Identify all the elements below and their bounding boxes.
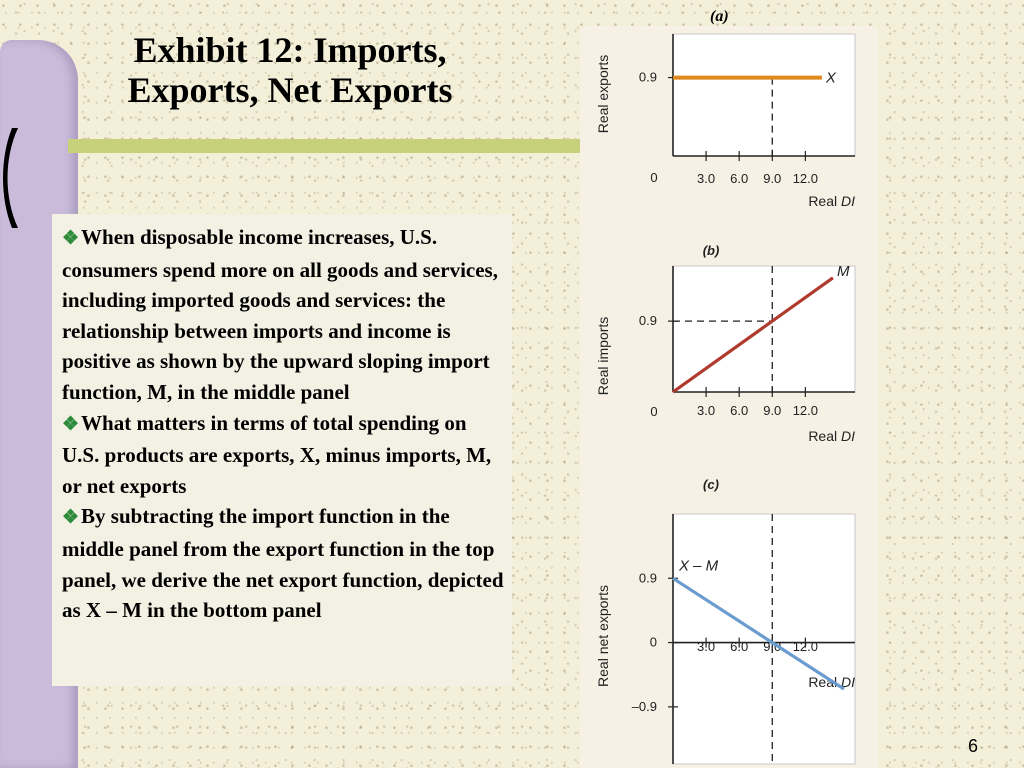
x-axis-label: Real DI: [808, 428, 855, 444]
x-axis-label: Real DI: [808, 193, 855, 209]
page-number: 6: [968, 736, 979, 756]
bullet-text: By subtracting the import function in the middle panel from the export function in the top panel, we derive the net export function, depicted as X – M in the bottom panel: [62, 504, 504, 623]
bullet-text-box: [52, 214, 512, 686]
bullet-text: When disposable income increases, U.S. consumers spend more on all goods and services, including imported goods and services: the relationship between imports and income is positive as shown by the upward sloping import function, M, in the middle panel: [62, 225, 498, 404]
x-tick-label: 12.0: [792, 639, 819, 654]
diamond-cluster-icon: ❖: [62, 413, 80, 435]
x-tick-label: 9.0: [763, 403, 782, 418]
title-underline-bar: [68, 139, 588, 153]
y-axis-label: Real exports: [595, 54, 611, 134]
x-tick-label: 6.0: [730, 171, 749, 186]
y-tick-label: 0.9: [638, 313, 657, 329]
slide-title-line-2: Exports, Net Exports: [127, 70, 453, 110]
x-tick-label: 9.0: [763, 171, 782, 186]
y-tick-label: 0: [649, 634, 657, 650]
bullet-text: What matters in terms of total spending on U.S. products are exports, X, minus imports, M, or net exports: [62, 410, 492, 498]
x-axis-label: Real DI: [808, 674, 855, 690]
series-label: X: [825, 69, 836, 87]
x-tick-label: 12.0: [792, 171, 819, 186]
panel-label: (b): [702, 243, 720, 258]
x-tick-label: 3.0: [697, 171, 716, 186]
origin-label: 0: [650, 170, 658, 185]
panel-label: (c): [703, 477, 719, 492]
bullet-item: [62, 408, 506, 502]
x-tick-label: 12.0: [792, 403, 819, 418]
slide-title-line-1: Exhibit 12: Imports,: [133, 30, 447, 70]
series-label: X – M: [679, 557, 719, 575]
y-tick-label: –0.9: [631, 698, 657, 714]
x-tick-label: 9.0: [763, 639, 782, 654]
x-tick-label: 3.0: [697, 403, 716, 418]
binding-notch: [0, 128, 22, 228]
origin-label: 0: [650, 404, 658, 419]
bullet-item: [62, 501, 506, 625]
y-tick-label: 0.9: [638, 69, 657, 85]
diamond-cluster-icon: ❖: [62, 507, 80, 529]
plot-area: [673, 34, 855, 156]
y-axis-label: Real net exports: [595, 585, 611, 687]
slide-title: [85, 30, 495, 110]
x-tick-label: 6.0: [730, 403, 749, 418]
y-tick-label: 0.9: [638, 570, 657, 586]
figure-label-a: (a): [710, 8, 729, 25]
x-tick-label: 6.0: [730, 639, 749, 654]
charts-svg: [580, 26, 878, 768]
series-label: M: [836, 262, 850, 280]
diamond-cluster-icon: ❖: [62, 228, 80, 249]
x-tick-label: 3.0: [697, 639, 716, 654]
bullet-item: [62, 222, 506, 408]
y-axis-label: Real imports: [595, 316, 611, 396]
